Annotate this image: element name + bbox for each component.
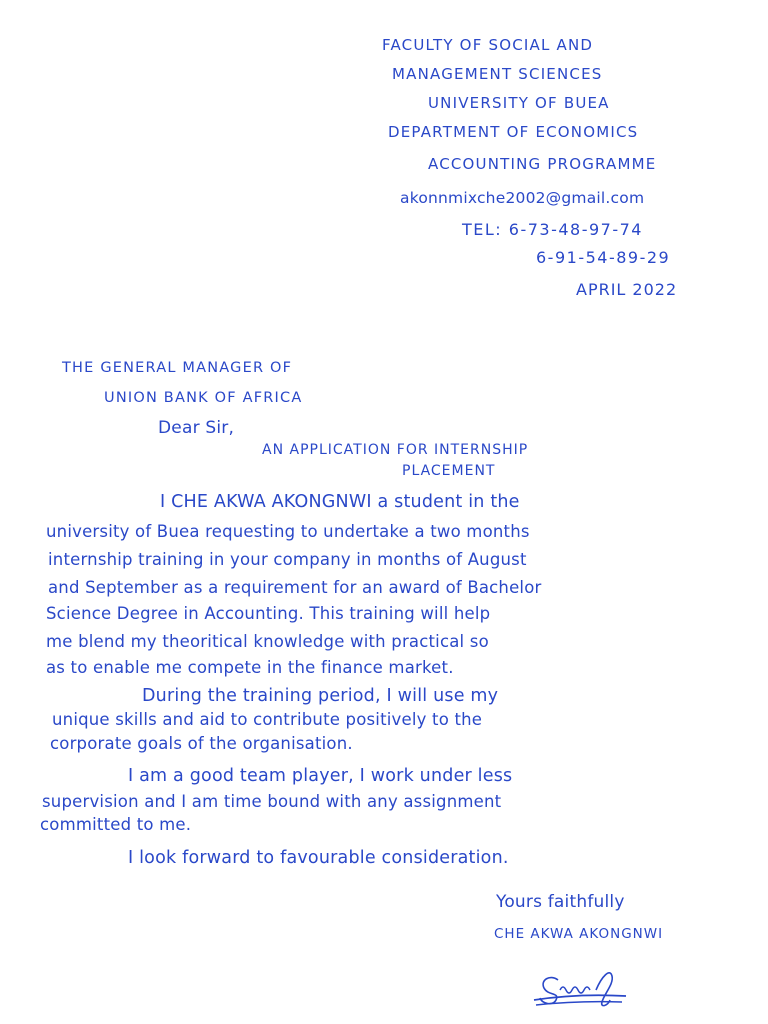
body-p2-line: During the training period, I will use my <box>142 686 499 706</box>
body-p2-line: unique skills and aid to contribute positively to the <box>52 710 483 729</box>
body-p4-line: I look forward to favourable consideration. <box>128 848 509 868</box>
sender-tel-1: TEL: 6-73-48-97-74 <box>462 220 643 239</box>
recipient-line1: THE GENERAL MANAGER OF <box>62 360 293 376</box>
signatory-name: CHE AKWA AKONGNWI <box>494 926 664 942</box>
body-p1-line: Science Degree in Accounting. This training will help <box>46 604 491 623</box>
body-p1-line: I CHE AKWA AKONGNWI a student in the <box>160 492 520 512</box>
body-p1-line: university of Buea requesting to undertake a two months <box>46 522 530 541</box>
sender-email: akonnmixche2002@gmail.com <box>400 189 645 207</box>
body-p1-line: me blend my theoritical knowledge with practical so <box>46 632 489 651</box>
body-p1-line: and September as a requirement for an award of Bachelor <box>48 578 542 597</box>
sender-programme: ACCOUNTING PROGRAMME <box>428 155 657 173</box>
body-p3-line: I am a good team player, I work under less <box>128 766 513 786</box>
body-p1-line: internship training in your company in months of August <box>48 550 527 569</box>
body-p3-line: committed to me. <box>40 815 192 834</box>
sender-faculty-line1: FACULTY OF SOCIAL AND <box>382 36 594 54</box>
valediction: Yours faithfully <box>496 892 625 912</box>
subject-line1: AN APPLICATION FOR INTERNSHIP <box>262 442 529 458</box>
sender-university: UNIVERSITY OF BUEA <box>428 94 610 112</box>
body-p1-line: as to enable me compete in the finance market. <box>46 658 454 677</box>
body-p2-line: corporate goals of the organisation. <box>50 734 353 753</box>
signature-image <box>530 966 630 1010</box>
recipient-line2: UNION BANK OF AFRICA <box>104 390 303 406</box>
subject-line2: PLACEMENT <box>402 463 496 479</box>
sender-department: DEPARTMENT OF ECONOMICS <box>388 123 639 141</box>
letter-date: APRIL 2022 <box>576 280 678 299</box>
salutation: Dear Sir, <box>158 418 235 438</box>
body-p3-line: supervision and I am time bound with any assignment <box>42 792 502 811</box>
sender-tel-2: 6-91-54-89-29 <box>536 248 671 267</box>
sender-faculty-line2: MANAGEMENT SCIENCES <box>392 65 603 83</box>
